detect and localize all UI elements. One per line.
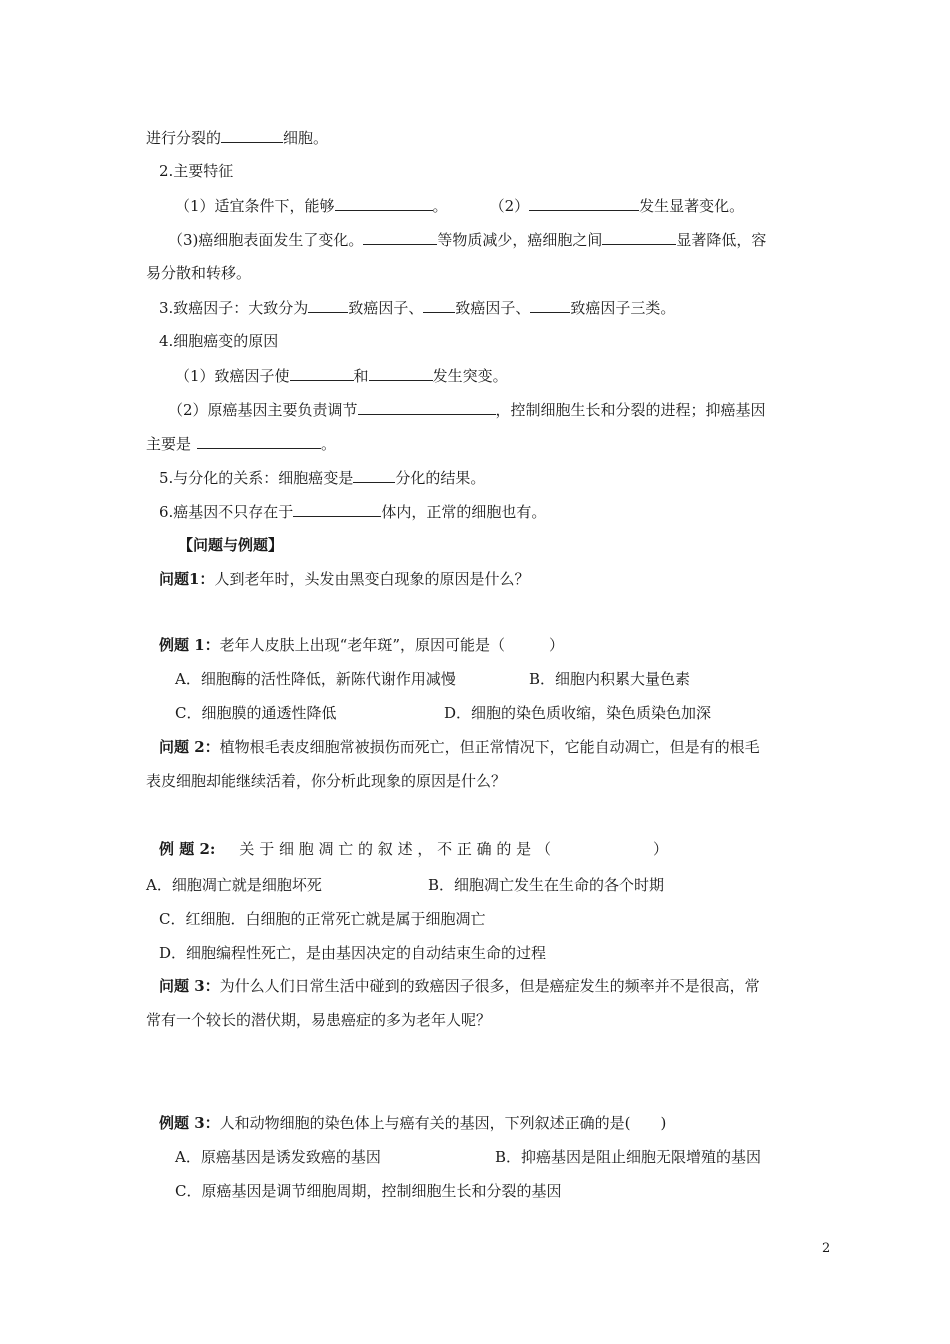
text-line: 主要是 。	[146, 432, 336, 455]
example-3: 例题 3：人和动物细胞的染色体上与癌有关的基因，下列叙述正确的是( )	[159, 1114, 667, 1132]
fill-blank[interactable]	[308, 296, 348, 313]
text-line: 2.主要特征	[159, 162, 234, 180]
fill-blank[interactable]	[363, 228, 437, 245]
text-line: （1）适宜条件下，能够 。 （2） 发生显著变化。	[175, 194, 744, 217]
fill-blank[interactable]	[197, 432, 321, 449]
option-a: A．细胞凋亡就是细胞坏死	[146, 876, 322, 894]
text-line: 进行分裂的 细胞。	[146, 126, 328, 149]
question-3-cont: 常有一个较长的潜伏期，易患癌症的多为老年人呢？	[146, 1011, 492, 1029]
question-2: 问题 2：植物根毛表皮细胞常被损伤而死亡，但正常情况下，它能自动凋亡，但是有的根毛	[159, 738, 760, 756]
fill-blank[interactable]	[602, 228, 676, 245]
text-line: （1）致癌因子使 和 发生突变。	[175, 364, 508, 387]
option-a: A．原癌基因是诱发致癌的基因	[175, 1148, 381, 1166]
text-line: 4.细胞癌变的原因	[159, 332, 279, 350]
question-2-cont: 表皮细胞却能继续活着，你分析此现象的原因是什么？	[146, 772, 507, 790]
option-c: C．原癌基因是调节细胞周期，控制细胞生长和分裂的基因	[175, 1182, 562, 1200]
text-line: （3)癌细胞表面发生了变化。 等物质减少，癌细胞之间 显著降低，容	[168, 228, 766, 251]
fill-blank[interactable]	[353, 466, 395, 483]
fill-blank[interactable]	[293, 500, 381, 517]
fill-blank[interactable]	[221, 126, 283, 143]
option-c: C．红细胞．白细胞的正常死亡就是属于细胞凋亡	[159, 910, 486, 928]
fill-blank[interactable]	[369, 364, 433, 381]
fill-blank[interactable]	[358, 398, 496, 415]
option-a: A．细胞酶的活性降低，新陈代谢作用减慢	[175, 670, 456, 688]
fill-blank[interactable]	[423, 296, 455, 313]
option-d: D．细胞编程性死亡，是由基因决定的自动结束生命的过程	[159, 944, 547, 962]
option-b: B．细胞内积累大量色素	[529, 670, 691, 688]
section-heading: 【问题与例题】	[178, 536, 284, 554]
option-b: B．抑癌基因是阻止细胞无限增殖的基因	[495, 1148, 762, 1166]
text-line: 5.与分化的关系：细胞癌变是 分化的结果。	[159, 466, 485, 489]
text-line: （2）原癌基因主要负责调节 ，控制细胞生长和分裂的进程；抑癌基因	[168, 398, 766, 421]
text-line: 6.癌基因不只存在于 体内，正常的细胞也有。	[159, 500, 546, 523]
example-2: 例 题 2: 关 于 细 胞 凋 亡 的 叙 述 ， 不 正 确 的 是 （ ）	[159, 840, 668, 858]
page-number: 2	[822, 1241, 831, 1256]
option-c: C．细胞膜的通透性降低	[175, 704, 337, 722]
option-d: D．细胞的染色质收缩，染色质染色加深	[444, 704, 712, 722]
option-b: B．细胞凋亡发生在生命的各个时期	[428, 876, 665, 894]
fill-blank[interactable]	[530, 296, 570, 313]
fill-blank[interactable]	[335, 194, 433, 211]
question-3: 问题 3：为什么人们日常生活中碰到的致癌因子很多，但是癌症发生的频率并不是很高，常	[159, 977, 760, 995]
example-1: 例题 1：老年人皮肤上出现“老年斑”，原因可能是（ ）	[159, 636, 565, 654]
fill-blank[interactable]	[529, 194, 639, 211]
text-line: 3.致癌因子：大致分为 致癌因子、 致癌因子、 致癌因子三类。	[159, 296, 675, 319]
text-line: 易分散和转移。	[146, 264, 252, 282]
fill-blank[interactable]	[290, 364, 354, 381]
question-1: 问题1：人到老年时，头发由黑变白现象的原因是什么？	[159, 570, 530, 588]
